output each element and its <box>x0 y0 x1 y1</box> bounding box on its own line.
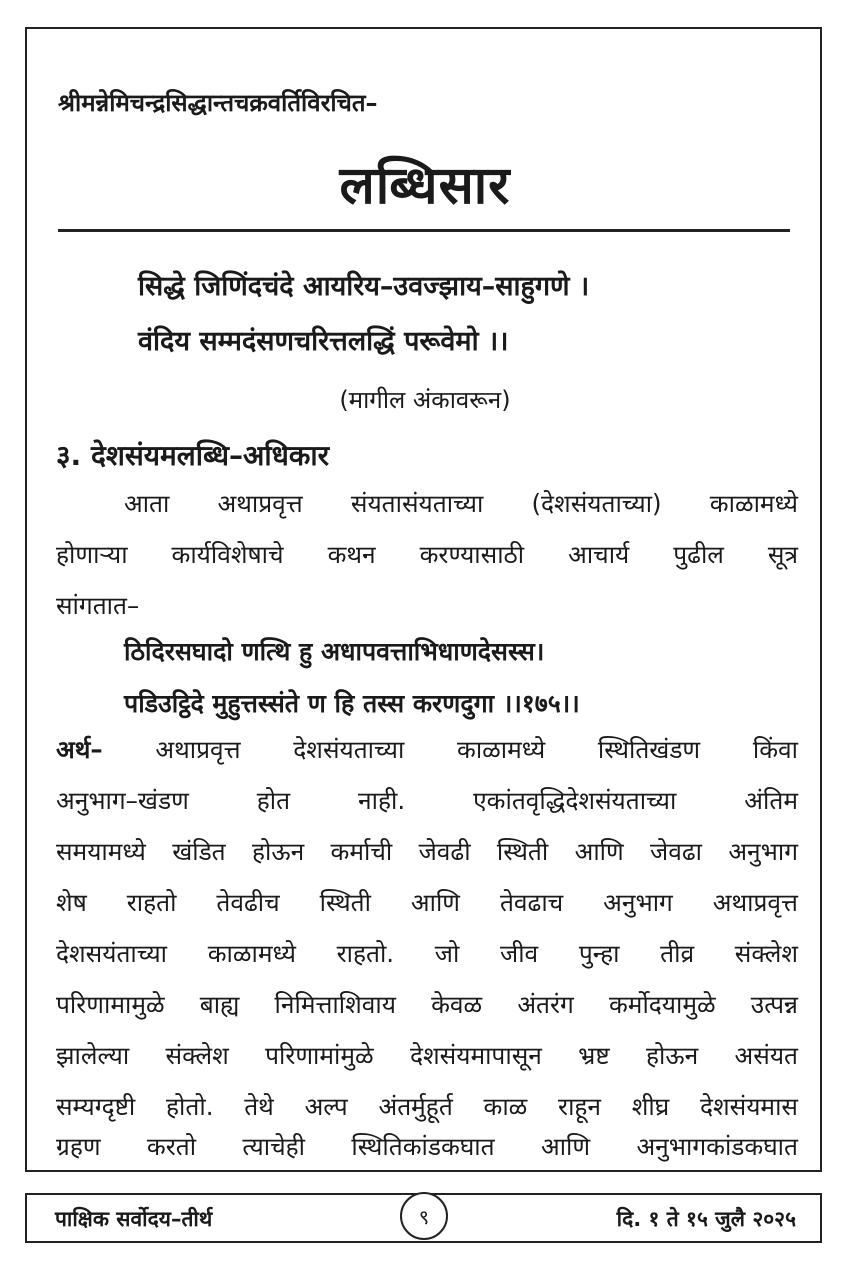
page-number: ९ <box>400 1192 448 1240</box>
meaning-line-2: अनुभाग–खंडण होत नाही. एकांतवृद्धिदेशसंयताच्या अंतिम <box>56 786 798 815</box>
meaning-line-8: सम्यग्दृष्टी होतो. तेथे अल्प अंतर्मुहूर्त काळ राहून शीघ्र देशसंयमास <box>56 1092 798 1121</box>
mangala-verse-line-2: वंदिय सम्मदंसणचरित्तलद्धिं परूवेमो ।। <box>138 326 509 357</box>
meaning-line-1-text: अथाप्रवृत्त देशसंयताच्या काळामध्ये स्थितिखंडण किंवा <box>102 735 798 764</box>
sutra-line-2: पडिउट्ठिदे मुहुत्तस्संते ण हि तस्स करणदुगा ।।१७५।। <box>124 689 580 718</box>
publication-name: पाक्षिक सर्वोदय–तीर्थ <box>55 1207 213 1231</box>
meaning-line-1 <box>56 733 798 766</box>
issue-date: दि. १ ते १५ जुलै २०२५ <box>616 1207 796 1231</box>
author-line: श्रीमन्नेमिचन्द्रसिद्धान्तचक्रवर्तिविरचित– <box>58 89 378 117</box>
meaning-line-7: झालेल्या संक्लेश परिणामांमुळे देशसंयमापासून भ्रष्ट होऊन असंयत <box>56 1041 798 1070</box>
section-heading: ३. देशसंयमलब्धि–अधिकार <box>56 439 330 472</box>
meaning-line-4: शेष राहतो तेवढीच स्थिती आणि तेवढाच अनुभाग अथाप्रवृत्त <box>56 888 798 917</box>
page-title: लब्धिसार <box>339 156 511 216</box>
page-footer <box>25 1193 822 1243</box>
meaning-line-6: परिणामामुळे बाह्य निमित्ताशिवाय केवळ अंतरंग कर्मोदयामुळे उत्पन्न <box>56 990 798 1019</box>
meaning-line-5: देशसयंताच्या काळामध्ये राहतो. जो जीव पुन्हा तीव्र संक्लेश <box>56 939 798 968</box>
sutra-line-1: ठिदिरसघादो णत्थि हु अधापवत्ताभिधाणदेसस्स। <box>124 637 545 666</box>
intro-line-1: आता अथाप्रवृत्त संयतासंयताच्या (देशसंयताच्या) काळामध्ये <box>124 489 798 518</box>
mangala-verse-line-1: सिद्धे जिणिंदचंदे आयरिय–उवज्झाय–साहुगणे । <box>138 271 590 302</box>
intro-line-3: सांगतात– <box>56 591 140 620</box>
title-divider <box>58 229 790 232</box>
meaning-line-3: समयामध्ये खंडित होऊन कर्माची जेवढी स्थिती आणि जेवढा अनुभाग <box>56 837 798 866</box>
continued-note: (मागील अंकावरून) <box>339 386 511 414</box>
meaning-line-9: ग्रहण करतो त्याचेही स्थितिकांडकघात आणि अनुभागकांडकघात <box>56 1132 798 1161</box>
intro-line-2: होणाऱ्या कार्यविशेषाचे कथन करण्यासाठी आचार्य पुढील सूत्र <box>56 540 798 569</box>
meaning-label: अर्थ– <box>56 735 103 764</box>
